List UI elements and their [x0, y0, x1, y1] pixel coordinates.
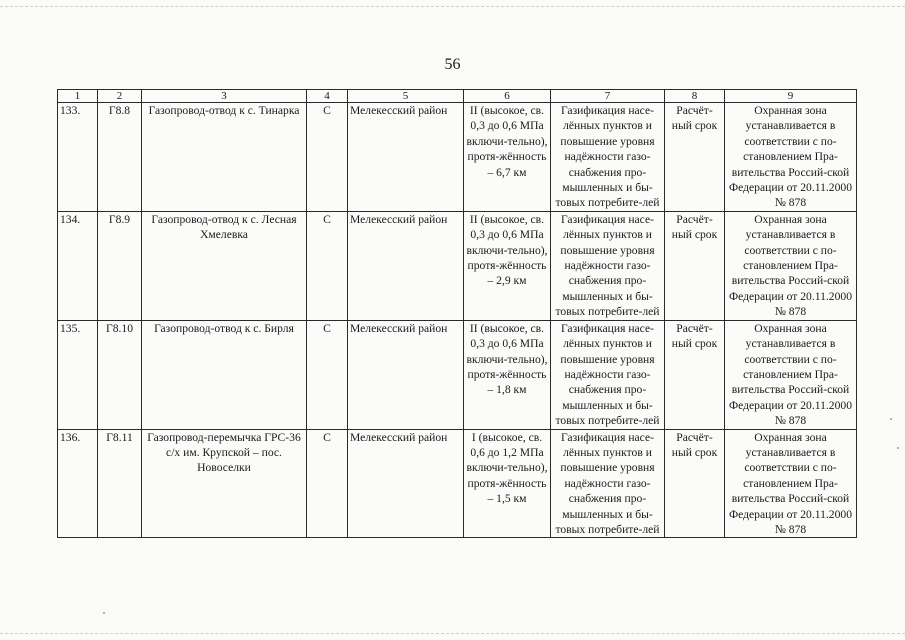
district: Мелекесский район [348, 429, 464, 538]
scan-speck [103, 612, 105, 614]
pressure-length: II (высокое, св. 0,3 до 0,6 МПа включи-тельно), протя-жённость – 6,7 км [464, 103, 551, 212]
protection-zone: Охранная зона устанавливается в соответствии с по-становлением Пра-вительства Россий-ской Федерации от 20.11.2000 № 878 [725, 429, 857, 538]
category: С [307, 211, 348, 320]
col-header: 7 [551, 90, 665, 103]
term: Расчёт-ный срок [665, 103, 725, 212]
protection-zone: Охранная зона устанавливается в соответствии с по-становлением Пра-вительства Россий-ской Федерации от 20.11.2000 № 878 [725, 320, 857, 429]
object-name: Газопровод-отвод к с. Бирля [142, 320, 307, 429]
term: Расчёт-ный срок [665, 211, 725, 320]
col-header: 4 [307, 90, 348, 103]
col-header: 8 [665, 90, 725, 103]
object-code: Г8.10 [98, 320, 142, 429]
col-header: 2 [98, 90, 142, 103]
page-number: 56 [444, 56, 461, 73]
infrastructure-table [57, 89, 857, 538]
scan-speck [890, 418, 892, 420]
district: Мелекесский район [348, 103, 464, 212]
scan-edge-line [0, 633, 905, 634]
row-number: 136. [58, 429, 98, 538]
object-name: Газопровод-отвод к с. Лесная Хмелевка [142, 211, 307, 320]
term: Расчёт-ный срок [665, 320, 725, 429]
header-row [58, 90, 857, 103]
pressure-length: I (высокое, св. 0,6 до 1,2 МПа включи-тельно), протя-жённость – 1,5 км [464, 429, 551, 538]
col-header: 9 [725, 90, 857, 103]
district: Мелекесский район [348, 211, 464, 320]
object-name: Газопровод-перемычка ГРС-36 с/х им. Крупской – пос. Новоселки [142, 429, 307, 538]
term: Расчёт-ный срок [665, 429, 725, 538]
district: Мелекесский район [348, 320, 464, 429]
table-row [58, 429, 857, 538]
purpose: Газификация насе-лённых пунктов и повышение уровня надёжности газо-снабжения про-мышленных и бы-товых потребите-лей [551, 320, 665, 429]
table-row [58, 320, 857, 429]
row-number: 133. [58, 103, 98, 212]
object-code: Г8.8 [98, 103, 142, 212]
purpose: Газификация насе-лённых пунктов и повышение уровня надёжности газо-снабжения про-мышленных и бы-товых потребите-лей [551, 429, 665, 538]
row-number: 134. [58, 211, 98, 320]
col-header: 6 [464, 90, 551, 103]
table-row [58, 103, 857, 212]
pressure-length: II (высокое, св. 0,3 до 0,6 МПа включи-тельно), протя-жённость – 2,9 км [464, 211, 551, 320]
pressure-length: II (высокое, св. 0,3 до 0,6 МПа включи-тельно), протя-жённость – 1,8 км [464, 320, 551, 429]
row-number: 135. [58, 320, 98, 429]
protection-zone: Охранная зона устанавливается в соответствии с по-становлением Пра-вительства Россий-ской Федерации от 20.11.2000 № 878 [725, 103, 857, 212]
category: С [307, 429, 348, 538]
category: С [307, 103, 348, 212]
purpose: Газификация насе-лённых пунктов и повышение уровня надёжности газо-снабжения про-мышленных и бы-товых потребите-лей [551, 103, 665, 212]
object-code: Г8.9 [98, 211, 142, 320]
protection-zone: Охранная зона устанавливается в соответствии с по-становлением Пра-вительства Россий-ской Федерации от 20.11.2000 № 878 [725, 211, 857, 320]
col-header: 5 [348, 90, 464, 103]
purpose: Газификация насе-лённых пунктов и повышение уровня надёжности газо-снабжения про-мышленных и бы-товых потребите-лей [551, 211, 665, 320]
table-row [58, 211, 857, 320]
category: С [307, 320, 348, 429]
col-header: 3 [142, 90, 307, 103]
object-name: Газопровод-отвод к с. Тинарка [142, 103, 307, 212]
object-code: Г8.11 [98, 429, 142, 538]
scan-speck [897, 447, 899, 449]
scan-edge-line [0, 6, 905, 7]
col-header: 1 [58, 90, 98, 103]
